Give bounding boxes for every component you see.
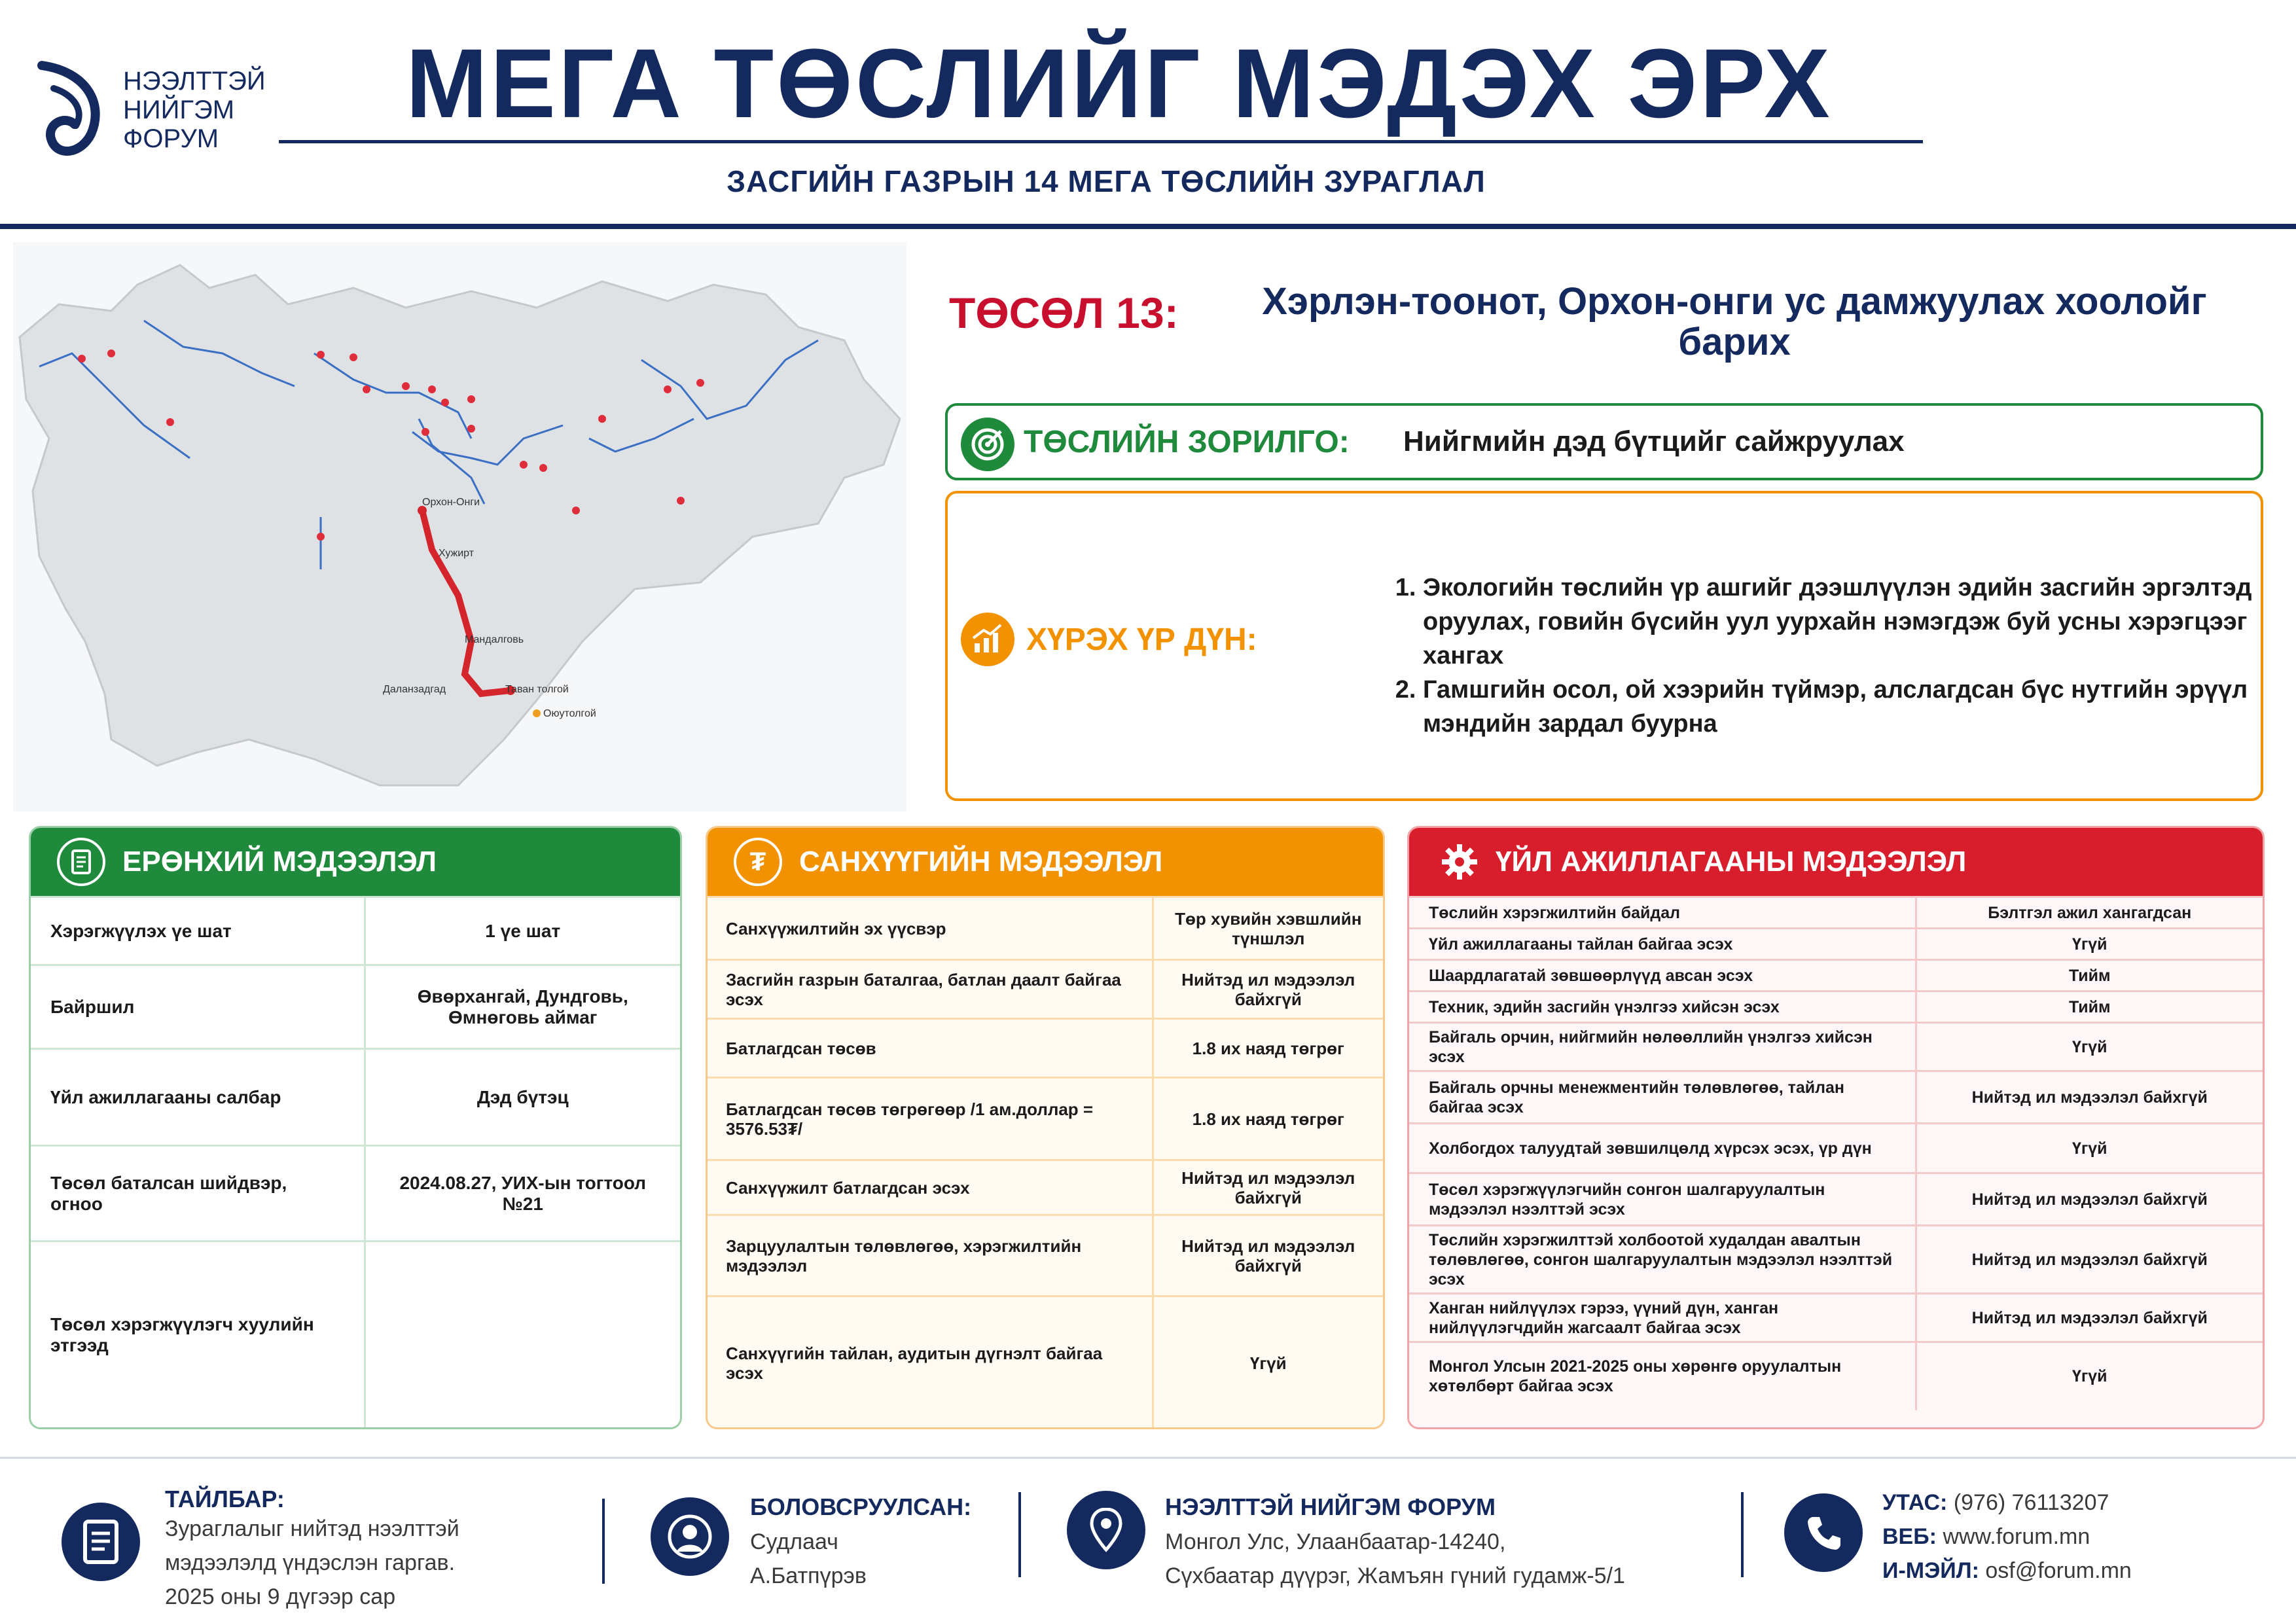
general-info-table [31,896,680,1429]
results-label: ХҮРЭХ ҮР ДҮН: [1026,622,1257,657]
table-row: Үйл ажиллагааны тайлан байгаа эсэх Үгүй [1409,929,2263,960]
general-info-panel [29,826,682,1429]
goal-label: ТӨСЛИЙН ЗОРИЛГО: [1024,425,1350,459]
title-underline [279,140,1923,143]
table-row: Байгаль орчны менежментийн төлөвлөгөө, тайлан байгаа эсэх Нийтэд ил мэдээлэл байхгүй [1409,1071,2263,1124]
general-info-title: ЕРӨНХИЙ МЭДЭЭЛЭЛ [122,846,437,878]
table-row: Санхүүжилтийн эх үүсвэр Төр хувийн хэвшлийн түншлэл [708,897,1383,960]
map-label-4: Таван толгой [505,684,569,695]
table-row: Төсөл хэрэгжүүлэгчийн сонгон шалгаруулалтын мэдээлэл нээлттэй эсэх Нийтэд ил мэдээлэл байхгүй [1409,1173,2263,1226]
document-icon [57,838,105,886]
table-row: Төсөл хэрэгжүүлэгч хуулийн этгээд [31,1241,680,1429]
table-row: Холбогдох талуудтай зөвшилцөлд хүрсэх эсэх, үр дүн Үгүй [1409,1124,2263,1173]
table-row: Техник, эдийн засгийн үнэлгээ хийсэн эсэх Тийм [1409,991,2263,1023]
note-title: ТАЙЛБАР: [165,1486,285,1512]
map-label-0: Орхон-Онги [422,497,480,508]
finance-info-panel [706,826,1385,1429]
operations-info-header [1409,828,2263,896]
phone-value: (976) 76113207 [1953,1490,2109,1515]
table-row: Төсөл баталсан шийдвэр, огноо 2024.08.27, УИХ-ын тогтоол №21 [31,1146,680,1241]
table-row: Ханган нийлүүлэх гэрээ, үүний дүн, ханган нийлүүлэгчдийн жагсаалт байгаа эсэх Нийтэд ил мэдээлэл байхгүй [1409,1294,2263,1342]
logo-icon [29,59,107,164]
note-text: Зураглалыг нийтэд нээлттэй мэдээлэлд үндэслэн гаргав. 2025 оны 9 дүгээр сар [165,1516,459,1609]
finance-info-header [708,828,1383,896]
target-icon [961,418,1014,471]
footer-separator [1018,1492,1021,1577]
person-icon [651,1497,729,1576]
general-info-header [31,828,680,896]
web-label: ВЕБ: [1882,1524,1937,1549]
operations-info-table [1409,896,2263,1410]
logo-line-1: НЭЭЛТТЭЙ [123,67,266,96]
phone-icon [1784,1493,1863,1572]
header-divider [0,224,2296,229]
results-box [945,491,2263,801]
finance-info-title: САНХҮҮГИЙН МЭДЭЭЛЭЛ [799,846,1163,878]
footer-separator [1741,1492,1744,1577]
table-row: Шаардлагатай зөвшөөрлүүд авсан эсэх Тийм [1409,960,2263,991]
logo-line-2: НИЙГЭМ [123,96,235,124]
table-row: Төслийн хэрэгжилтийн байдал Бэлтгэл ажил хангагдсан [1409,897,2263,929]
page-subtitle: ЗАСГИЙН ГАЗРЫН 14 МЕГА ТӨСЛИЙН ЗУРАГЛАЛ [726,164,1486,198]
map-label-3: Даланзадгад [383,684,446,695]
result-item: 2. Гамшгийн осол, ой хээрийн түймэр, алслагдсан бүс нутгийн эрүүл мэндийн зардал буурна [1423,673,2274,741]
results-list [1393,571,2274,741]
tugrik-icon: ₮ [734,838,782,886]
gear-icon [1441,843,1479,881]
table-row: Зарцуулалтын төлөвлөгөө, хэрэгжилтийн мэдээлэл Нийтэд ил мэдээлэл байхгүй [708,1215,1383,1296]
table-row: Санхүүжилт батлагдсан эсэх Нийтэд ил мэдээлэл байхгүй [708,1160,1383,1215]
page-title: МЕГА ТӨСЛИЙГ МЭДЭХ ЭРХ [406,28,1833,138]
contact-block [1882,1486,2132,1588]
document-note-icon [62,1503,140,1581]
goal-text: Нийгмийн дэд бүтцийг сайжруулах [1403,425,1905,457]
prepared-title: БОЛОВСРУУЛСАН: [750,1493,972,1520]
web-link[interactable]: www.forum.mn [1943,1524,2090,1549]
table-row: Батлагдсан төсөв төгрөгөөр /1 ам.доллар = 3576.53₮/ 1.8 их наяд төгрөг [708,1078,1383,1160]
table-row: Байгаль орчин, нийгмийн нөлөөллийн үнэлгээ хийсэн эсэх Үгүй [1409,1023,2263,1071]
operations-info-title: ҮЙЛ АЖИЛЛАГААНЫ МЭДЭЭЛЭЛ [1496,846,1967,878]
table-row: Санхүүгийн тайлан, аудитын дүгнэлт байгаа эсэх Үгүй [708,1296,1383,1430]
operations-info-panel [1407,826,2265,1429]
project-number: ТӨСӨЛ 13: [949,289,1179,337]
project-map [13,242,906,812]
footer-separator [602,1499,605,1584]
map-label-5: Оюутолгой [543,708,596,719]
goal-box [945,403,2263,480]
table-row: Үйл ажиллагааны салбар Дэд бүтэц [31,1049,680,1146]
footer-divider [0,1457,2296,1459]
table-row: Хэрэгжүүлэх үе шат 1 үе шат [31,897,680,965]
table-row: Засгийн газрын баталгаа, батлан даалт байгаа эсэх Нийтэд ил мэдээлэл байхгүй [708,960,1383,1019]
result-item: 1. Экологийн төслийн үр ашгийг дээшлүүлэн эдийн засгийн эргэлтэд оруулах, говийн бүсийн уул уурхайн нэмэгдэж буй усны хэрэгцээг хангах [1423,571,2274,673]
map-label-1: Хужирт [439,548,475,559]
logo-text [123,67,266,153]
table-row: Монгол Улсын 2021-2025 оны хөрөнгө оруулалтын хөтөлбөрт байгаа эсэх Үгүй [1409,1342,2263,1410]
table-row: Байршил Өвөрхангай, Дундговь, Өмнөговь аймаг [31,965,680,1049]
finance-info-table [708,896,1383,1429]
table-row: Батлагдсан төсөв 1.8 их наяд төгрөг [708,1019,1383,1078]
location-pin-icon [1067,1491,1145,1569]
org-address: Монгол Улс, Улаанбаатар-14240, Сүхбаатар дүүрэг, Жамъян гүний гудамж-5/1 [1165,1529,1625,1588]
email-label: И-МЭЙЛ: [1882,1558,1979,1583]
table-row: Төслийн хэрэгжилттэй холбоотой худалдан авалтын төлөвлөгөө, сонгон шалгаруулалтын мэдээлэл нээлттэй эсэх Нийтэд ил мэдээлэл байхгүй [1409,1226,2263,1294]
org-title: НЭЭЛТТЭЙ НИЙГЭМ ФОРУМ [1165,1493,1496,1520]
phone-label: УТАС: [1882,1490,1948,1515]
growth-chart-icon [961,613,1014,666]
mongolia-map [13,242,906,812]
prepared-text: Судлаач А.Батпүрэв [750,1529,867,1588]
project-name: Хэрлэн-тоонот, Орхон-онги ус дамжуулах хоолойг барих [1262,280,2207,363]
map-label-2: Мандалговь [465,634,524,645]
logo [29,59,107,164]
email-link[interactable]: osf@forum.mn [1985,1558,2132,1583]
logo-line-3: ФОРУМ [123,124,219,153]
